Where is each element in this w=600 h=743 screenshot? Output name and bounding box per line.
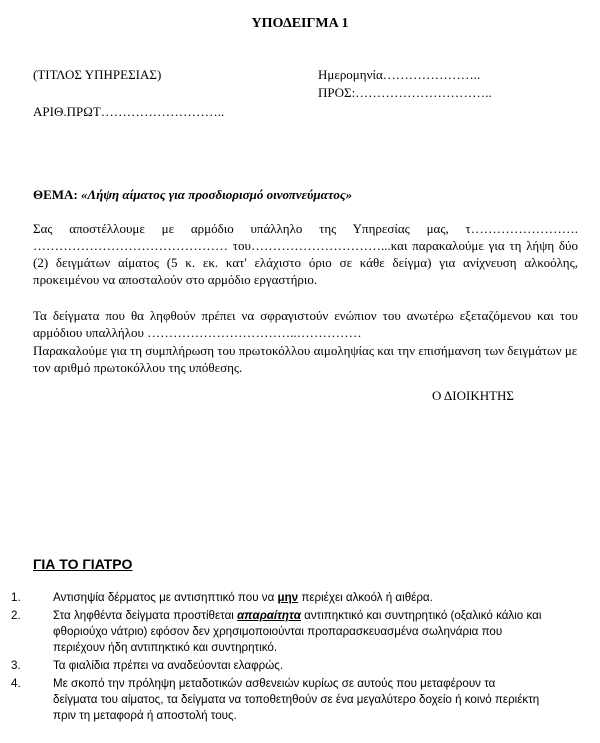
document-title: ΥΠΟΔΕΙΓΜΑ 1 — [251, 16, 349, 31]
body-paragraph-2: Τα δείγματα που θα ληφθούν πρέπει να σφραγιστούν ενώπιον του ανωτέρω εξεταζόμενου και του αρμόδιου υπαλλήλου ……………………………..…………… — [33, 308, 578, 340]
subject-label: ΘΕΜΑ: — [33, 187, 78, 202]
list-item-number: 1. — [11, 591, 21, 604]
list-item-text: Αντισηψία δέρματος με αντισηπτικό που να — [53, 591, 278, 604]
list-item-text: Τα φιαλίδια πρέπει να αναδεύονται ελαφρώς. — [53, 659, 284, 672]
list-item-number: 2. — [11, 609, 21, 622]
list-item-text: περιέχει αλκοόλ ή αιθέρα. — [298, 591, 433, 604]
list-item — [0, 658, 543, 674]
list-item-number: 4. — [11, 677, 21, 690]
list-item-emphasis: απαραίτητα — [237, 609, 301, 622]
list-item — [0, 608, 543, 656]
list-item — [0, 676, 543, 724]
date-line: Ημερομηνία………………….. — [318, 67, 481, 82]
subject-text: «Λήψη αίματος για προσδιορισμό οινοπνεύματος» — [81, 187, 353, 202]
protocol-number: ΑΡΙΘ.ΠΡΩΤ……………………….. — [33, 104, 225, 119]
list-item-text: Στα ληφθέντα δείγματα προστίθεται — [53, 609, 238, 622]
recipient-line: ΠΡΟΣ:………………………….. — [318, 85, 492, 100]
list-item-number: 3. — [11, 659, 21, 672]
list-item-text: Με σκοπό την πρόληψη μεταδοτικών ασθενειών κυρίως σε αυτούς που μεταφέρουν τα δείγματα του αίματος, τα δείγματα να τοποθετηθούν σε ένα μεγαλύτερο δοχείο ή κοινό περιέκτη πριν τη μεταφορά ή αποστολή τους. — [53, 677, 540, 722]
subject-line — [33, 187, 352, 203]
list-item — [0, 590, 543, 606]
signature: Ο ΔΙΟΙΚΗΤΗΣ — [432, 388, 514, 403]
list-item-text: αντιπηκτικό και συντηρητικό (οξαλικό κάλιο και φθοριούχο νάτριο) εφόσον δεν χρησιμοποιούνται προπαρασκευασμένα σωληνάρια που περιέχουν ήδη αντιπηκτικό και συντηρητικό. — [53, 609, 542, 654]
service-title: (ΤΙΤΛΟΣ ΥΠΗΡΕΣΙΑΣ) — [33, 67, 162, 82]
doctor-section-heading: ΓΙΑ ΤΟ ΓΙΑΤΡΟ — [33, 556, 133, 572]
body-paragraph-3: Παρακαλούμε για τη συμπλήρωση του πρωτοκόλλου αιμοληψίας και την επισήμανση των δειγμάτων με τον αριθμό πρωτοκόλλου της υπόθεσης. — [33, 343, 578, 375]
body-paragraph-1: Σας αποστέλλουμε με αρμόδιο υπάλληλο της Υπηρεσίας μας, τ……………………. ……………………………………… του…………………………...και παρακαλούμε για τη λήψη δύο (2) δειγμάτων αίματος (5 κ. εκ. κατ' ελάχιστο όριο σε κάθε δείγμα) για ανίχνευση αλκοόλης, προκειμένου να αποσταλούν στο αρμόδιο εργαστήριο. — [33, 221, 578, 287]
doctor-instructions-list — [0, 590, 600, 724]
list-item-emphasis: μην — [277, 591, 299, 604]
